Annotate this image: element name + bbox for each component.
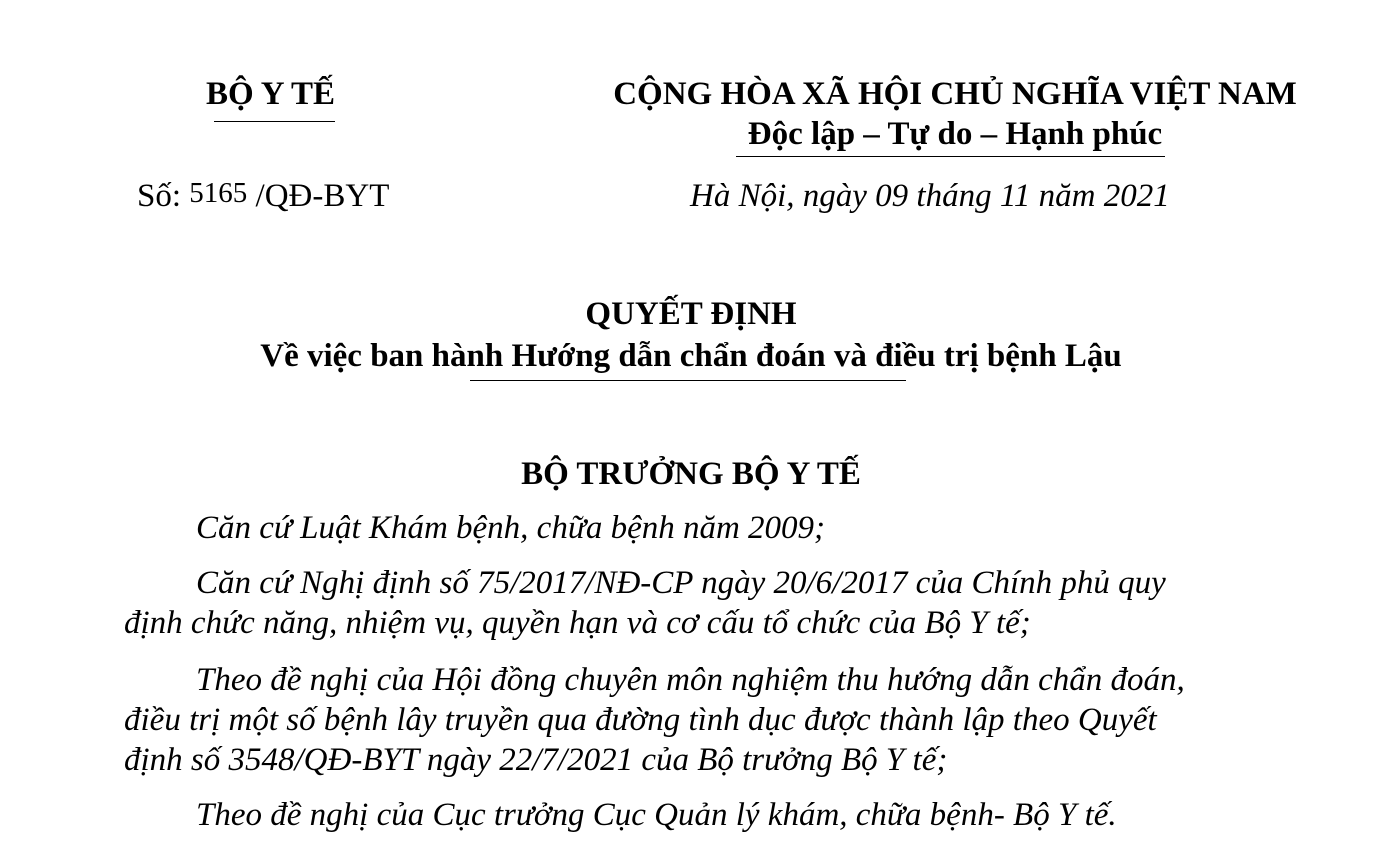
basis-line: định chức năng, nhiệm vụ, quyền hạn và cơ cấu tổ chức của Bộ Y tế; <box>124 605 1031 641</box>
national-title: CỘNG HÒA XÃ HỘI CHỦ NGHĨA VIỆT NAM <box>613 76 1297 112</box>
basis-line: định số 3548/QĐ-BYT ngày 22/7/2021 của Bộ trưởng Bộ Y tế; <box>124 742 948 778</box>
basis-line: Căn cứ Nghị định số 75/2017/NĐ-CP ngày 20/6/2017 của Chính phủ quy <box>196 565 1166 601</box>
document-subject: Về việc ban hành Hướng dẫn chẩn đoán và điều trị bệnh Lậu <box>260 338 1122 374</box>
basis-line: Căn cứ Luật Khám bệnh, chữa bệnh năm 2009; <box>196 510 826 546</box>
motto-underline <box>736 156 1165 157</box>
number-suffix: /QĐ-BYT <box>247 178 390 214</box>
basis-line: điều trị một số bệnh lây truyền qua đường tình dục được thành lập theo Quyết <box>124 702 1157 738</box>
basis-line: Theo đề nghị của Hội đồng chuyên môn nghiệm thu hướng dẫn chẩn đoán, <box>196 662 1185 698</box>
national-motto: Độc lập – Tự do – Hạnh phúc <box>747 116 1163 152</box>
number-prefix: Số: <box>137 178 190 214</box>
subject-underline <box>470 380 906 381</box>
issuing-organization: BỘ Y TẾ <box>206 76 335 112</box>
issuing-authority: BỘ TRƯỞNG BỘ Y TẾ <box>521 456 861 492</box>
number-value: 5165 <box>189 177 248 209</box>
basis-line: Theo đề nghị của Cục trưởng Cục Quản lý khám, chữa bệnh- Bộ Y tế. <box>196 797 1117 833</box>
place-and-date: Hà Nội, ngày 09 tháng 11 năm 2021 <box>690 178 1170 214</box>
document-type: QUYẾT ĐỊNH <box>585 296 797 332</box>
document-number <box>137 178 389 215</box>
